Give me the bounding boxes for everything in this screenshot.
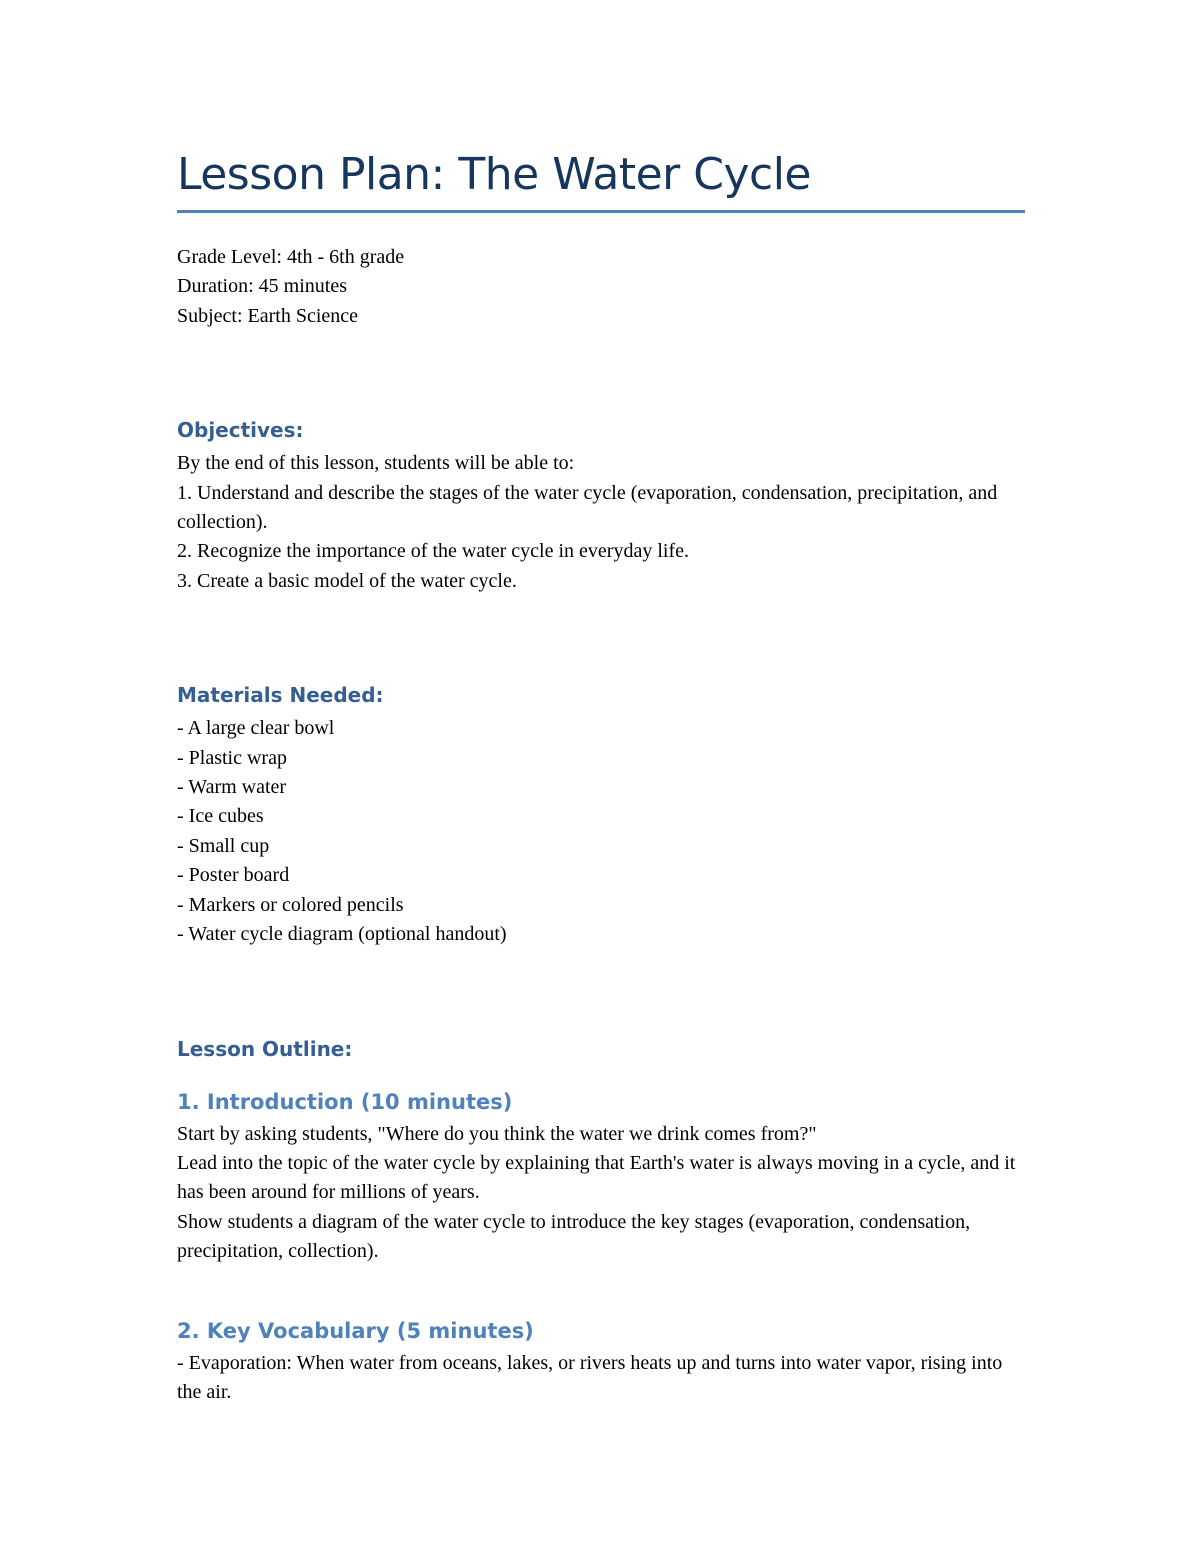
- introduction-paragraph: Show students a diagram of the water cycle to introduce the key stages (evaporation, condensation, precipitation, collection).: [177, 1210, 971, 1263]
- introduction-paragraph: Start by asking students, "Where do you think the water we drink comes from?": [177, 1122, 817, 1145]
- list-item: - Markers or colored pencils: [177, 893, 404, 916]
- duration: Duration: 45 minutes: [177, 275, 347, 298]
- materials-heading: Materials Needed:: [177, 683, 384, 708]
- list-item: - Plastic wrap: [177, 746, 287, 769]
- list-item: 3. Create a basic model of the water cycle.: [177, 569, 517, 592]
- list-item: - Warm water: [177, 776, 287, 799]
- list-item: - Poster board: [177, 864, 290, 887]
- list-item: - Small cup: [177, 834, 270, 857]
- lesson-outline-heading: Lesson Outline:: [177, 1036, 353, 1061]
- grade-level: Grade Level: 4th - 6th grade: [177, 246, 405, 268]
- list-item: 1. Understand and describe the stages of the water cycle (evaporation, condensation, precipitation, and collection).: [177, 481, 998, 534]
- materials-list: [177, 714, 1025, 949]
- list-item: - Water cycle diagram (optional handout): [177, 923, 507, 946]
- list-item: 2. Recognize the importance of the water cycle in everyday life.: [177, 540, 689, 563]
- lesson-meta: [177, 243, 1025, 331]
- objectives-heading: Objectives:: [177, 418, 304, 443]
- objectives-intro: By the end of this lesson, students will be able to:: [177, 452, 575, 475]
- vocabulary-item: - Evaporation: When water from oceans, lakes, or rivers heats up and turns into water vapor, rising into the air.: [177, 1351, 1003, 1403]
- page-title: Lesson Plan: The Water Cycle: [177, 149, 811, 200]
- title-underline: [177, 210, 1025, 213]
- vocabulary-subsection: [177, 1315, 1025, 1408]
- objectives-section: [177, 415, 1025, 596]
- list-item: - Ice cubes: [177, 805, 264, 828]
- materials-section: [177, 680, 1025, 949]
- lesson-outline-section: [177, 1034, 1025, 1408]
- introduction-heading: 1. Introduction (10 minutes): [177, 1089, 513, 1114]
- vocabulary-heading: 2. Key Vocabulary (5 minutes): [177, 1318, 534, 1343]
- introduction-paragraph: Lead into the topic of the water cycle by explaining that Earth's water is always moving in a cycle, and it has been around for millions of years.: [177, 1151, 1016, 1204]
- objectives-list: [177, 479, 1025, 597]
- list-item: - A large clear bowl: [177, 717, 335, 740]
- subject: Subject: Earth Science: [177, 304, 359, 327]
- introduction-subsection: [177, 1086, 1025, 1267]
- document-content: [177, 146, 1025, 1455]
